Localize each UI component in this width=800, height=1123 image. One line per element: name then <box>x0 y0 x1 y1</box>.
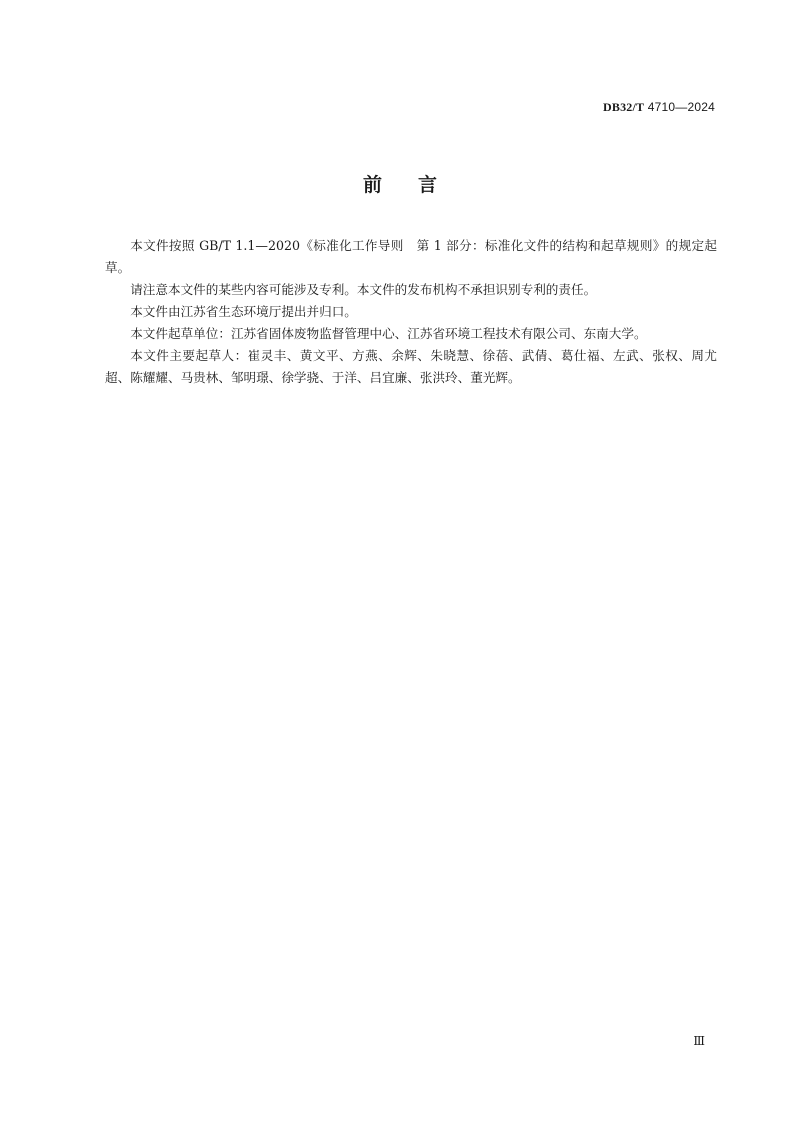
paragraph-drafting-basis: 本文件按照 GB/T 1.1—2020《标准化工作导则 第 1 部分：标准化文件的结构和起草规则》的规定起草。 <box>105 238 717 275</box>
document-number <box>603 100 715 115</box>
document-code: 4710—2024 <box>647 100 715 114</box>
document-prefix: DB32/T <box>603 100 645 114</box>
paragraph-drafters: 本文件主要起草人：崔灵丰、黄文平、方燕、余辉、朱晓慧、徐蓓、武倩、葛仕福、左武、张权、周尤超、陈耀耀、马贵林、邹明璟、徐学骁、于洋、吕宜廉、张洪玲、董光辉。 <box>105 348 717 385</box>
page-number: Ⅲ <box>693 1034 705 1048</box>
paragraph-patent-notice: 请注意本文件的某些内容可能涉及专利。本文件的发布机构不承担识别专利的责任。 <box>130 282 597 297</box>
page-title: 前言 <box>362 174 473 196</box>
foreword-body <box>105 235 717 389</box>
paragraph-proposer: 本文件由江苏省生态环境厅提出并归口。 <box>130 304 357 319</box>
paragraph-drafting-units: 本文件起草单位：江苏省固体废物监督管理中心、江苏省环境工程技术有限公司、东南大学。 <box>130 326 647 341</box>
